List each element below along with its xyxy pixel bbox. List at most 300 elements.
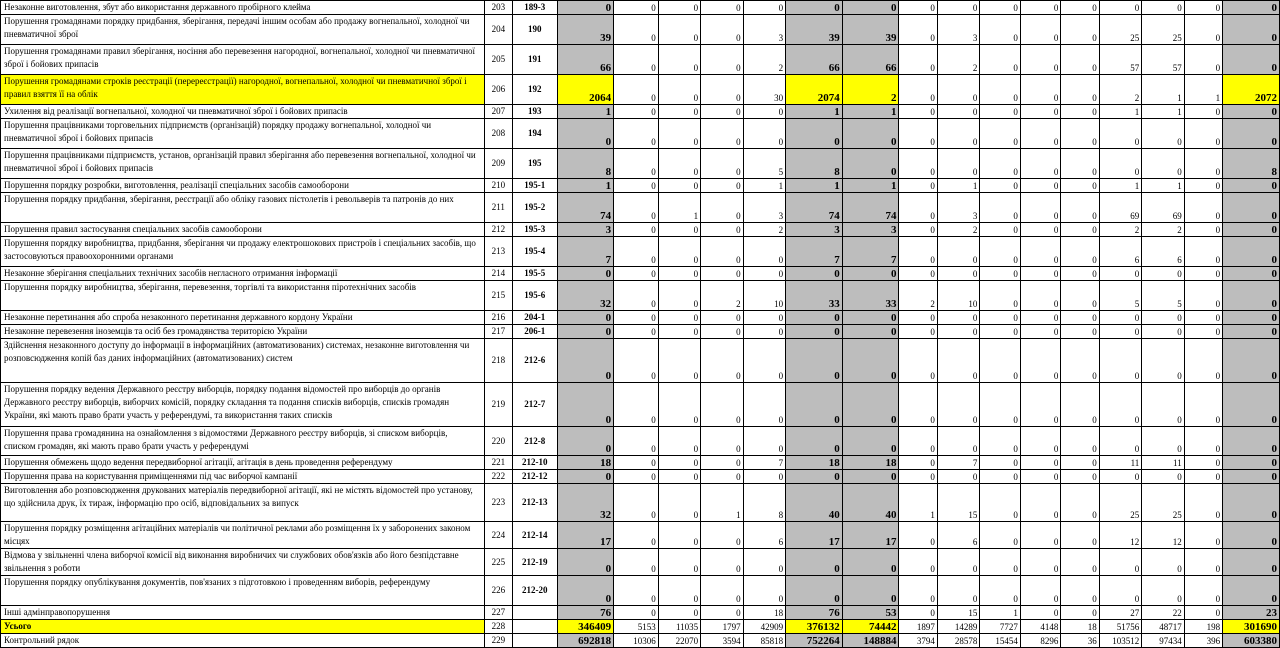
value-cell: 0 [786,549,843,576]
value-cell: 18 [842,456,899,470]
value-cell: 0 [1184,193,1222,223]
value-cell: 0 [701,193,743,223]
value-cell: 0 [1184,383,1222,427]
value-cell: 0 [701,267,743,281]
value-cell: 39 [786,15,843,45]
article-code: 204-1 [513,311,558,325]
value-cell: 0 [658,522,700,549]
value-cell: 0 [1020,325,1060,339]
value-cell: 11035 [658,620,700,634]
value-cell: 0 [1142,383,1184,427]
value-cell: 0 [1020,606,1060,620]
value-cell: 0 [980,311,1020,325]
value-cell: 8 [1223,149,1280,179]
value-cell: 1 [1142,179,1184,193]
value-cell: 0 [1223,339,1280,383]
value-cell: 0 [842,549,899,576]
value-cell: 0 [1061,119,1099,149]
value-cell: 1 [937,179,979,193]
value-cell: 1 [743,179,785,193]
value-cell: 0 [1223,193,1280,223]
value-cell: 0 [658,281,700,311]
value-cell: 0 [980,267,1020,281]
article-code: 195-6 [513,281,558,311]
value-cell: 0 [1061,549,1099,576]
value-cell: 0 [658,606,700,620]
value-cell: 10 [743,281,785,311]
value-cell: 1 [557,179,614,193]
value-cell: 0 [1061,383,1099,427]
value-cell: 0 [701,75,743,105]
value-cell: 0 [1184,470,1222,484]
value-cell: 0 [1099,311,1141,325]
value-cell: 1 [786,179,843,193]
table-row [1,383,1280,427]
value-cell: 0 [1099,267,1141,281]
value-cell: 0 [1223,311,1280,325]
value-cell: 0 [937,75,979,105]
value-cell: 2072 [1223,75,1280,105]
table-row [1,1,1280,15]
value-cell: 57 [1099,45,1141,75]
value-cell: 0 [701,470,743,484]
value-cell: 2 [1099,223,1141,237]
offense-description: Ухилення від реалізації вогнепальної, холодної чи пневматичної зброї і бойових припасів [1,105,485,119]
value-cell: 0 [658,1,700,15]
table-row [1,281,1280,311]
value-cell: 0 [842,339,899,383]
value-cell: 66 [786,45,843,75]
value-cell: 0 [614,281,659,311]
offense-description: Порушення порядку опублікування документів, пов'язаних з підготовкою і проведенням виборів, референдуму [1,576,485,606]
value-cell: 0 [899,1,937,15]
article-code: 195 [513,149,558,179]
value-cell: 0 [1223,325,1280,339]
value-cell: 0 [614,383,659,427]
value-cell: 0 [980,15,1020,45]
value-cell: 7 [786,237,843,267]
value-cell: 7 [743,456,785,470]
value-cell: 0 [899,311,937,325]
value-cell: 5 [1099,281,1141,311]
row-number: 214 [484,267,512,281]
row-number: 204 [484,15,512,45]
value-cell: 0 [937,576,979,606]
value-cell: 0 [614,484,659,522]
value-cell: 12 [1142,522,1184,549]
value-cell: 7 [937,456,979,470]
value-cell: 0 [1184,237,1222,267]
value-cell: 0 [1223,549,1280,576]
value-cell: 0 [1184,45,1222,75]
value-cell: 0 [557,427,614,456]
value-cell: 0 [1061,470,1099,484]
value-cell: 0 [1061,267,1099,281]
value-cell: 69 [1142,193,1184,223]
value-cell: 0 [899,193,937,223]
value-cell: 0 [1184,105,1222,119]
row-number: 225 [484,549,512,576]
value-cell: 0 [1020,576,1060,606]
row-number: 220 [484,427,512,456]
table-row [1,620,1280,634]
value-cell: 1797 [701,620,743,634]
value-cell: 2 [899,281,937,311]
value-cell: 0 [899,427,937,456]
value-cell: 0 [899,75,937,105]
value-cell: 0 [899,522,937,549]
value-cell: 6 [1142,237,1184,267]
value-cell: 8 [557,149,614,179]
offense-description: Порушення працівниками підприємств, установ, організацій правил зберігання або перевезення вогнепальної, холодної чи пневматичної зброї і бойових припасів [1,149,485,179]
value-cell: 2 [701,281,743,311]
value-cell: 0 [1020,15,1060,45]
value-cell: 2064 [557,75,614,105]
value-cell: 0 [614,223,659,237]
value-cell: 0 [899,179,937,193]
value-cell: 0 [899,237,937,267]
value-cell: 0 [1223,456,1280,470]
article-code: 195-3 [513,223,558,237]
value-cell: 76 [557,606,614,620]
value-cell: 0 [1061,576,1099,606]
value-cell: 0 [786,576,843,606]
value-cell: 0 [701,237,743,267]
value-cell: 0 [701,311,743,325]
value-cell: 0 [842,149,899,179]
value-cell: 0 [842,325,899,339]
value-cell: 1 [1142,105,1184,119]
value-cell: 0 [980,576,1020,606]
value-cell: 0 [658,223,700,237]
row-number: 227 [484,606,512,620]
value-cell: 2 [1142,223,1184,237]
value-cell: 0 [743,427,785,456]
value-cell: 0 [937,549,979,576]
value-cell: 36 [1061,634,1099,648]
row-number: 206 [484,75,512,105]
article-code: 195-5 [513,267,558,281]
row-number: 217 [484,325,512,339]
value-cell: 7727 [980,620,1020,634]
value-cell: 0 [1142,470,1184,484]
table-row [1,311,1280,325]
value-cell: 0 [899,119,937,149]
value-cell: 0 [1061,179,1099,193]
value-cell: 0 [1061,149,1099,179]
value-cell: 1 [786,105,843,119]
offense-description: Порушення обмежень щодо ведення передвиборної агітації, агітація в день проведення референдуму [1,456,485,470]
value-cell: 2 [937,223,979,237]
value-cell: 0 [1184,281,1222,311]
value-cell: 0 [1184,484,1222,522]
value-cell: 0 [1223,15,1280,45]
article-code: 190 [513,15,558,45]
value-cell: 0 [980,75,1020,105]
value-cell: 0 [980,281,1020,311]
value-cell: 0 [1099,339,1141,383]
value-cell: 0 [786,427,843,456]
value-cell: 6 [937,522,979,549]
value-cell: 0 [899,325,937,339]
value-cell: 0 [614,149,659,179]
value-cell: 0 [937,339,979,383]
value-cell: 0 [743,470,785,484]
value-cell: 0 [1184,456,1222,470]
offense-description: Порушення порядку ведення Державного реєстру виборців, порядку подання відомостей про виборців до органів Державного реєстру виборців, виборчих комісій, порядку складання та подання списків виборців, списків громадян України, які мають право брати участь у референдумі, та використання таких списків [1,383,485,427]
value-cell: 66 [842,45,899,75]
value-cell: 0 [658,45,700,75]
value-cell: 0 [1099,470,1141,484]
value-cell: 0 [1020,383,1060,427]
value-cell: 148884 [842,634,899,648]
value-cell: 15 [937,484,979,522]
offense-description: Порушення права на користування приміщеннями під час виборчої кампанії [1,470,485,484]
value-cell: 0 [658,549,700,576]
value-cell: 0 [937,311,979,325]
value-cell: 0 [980,223,1020,237]
article-code [513,634,558,648]
table-row [1,223,1280,237]
value-cell: 0 [980,119,1020,149]
value-cell: 3794 [899,634,937,648]
row-number: 215 [484,281,512,311]
value-cell: 53 [842,606,899,620]
value-cell: 18 [557,456,614,470]
value-cell: 17 [557,522,614,549]
value-cell: 0 [842,427,899,456]
value-cell: 0 [614,15,659,45]
table-row [1,15,1280,45]
row-number: 223 [484,484,512,522]
value-cell: 0 [786,311,843,325]
offense-description: Порушення громадянами порядку придбання, зберігання, передачі іншим особам або продажу вогнепальної, холодної чи пневматичної зброї [1,15,485,45]
value-cell: 0 [1061,456,1099,470]
value-cell: 0 [614,576,659,606]
offense-description: Здійснення незаконного доступу до інформації в інформаційних (автоматизованих) системах, незаконне виготовлення чи розповсюдження копій баз даних інформаційних (автоматизованих) систем [1,339,485,383]
offense-description: Порушення порядку придбання, зберігання, реєстрації або обліку газових пістолетів і револьверів та патронів до них [1,193,485,223]
value-cell: 0 [980,237,1020,267]
value-cell: 0 [786,470,843,484]
offense-description: Усього [1,620,485,634]
value-cell: 0 [1142,339,1184,383]
value-cell: 0 [701,576,743,606]
offense-description: Порушення порядку виробництва, придбання, зберігання чи продажу електрошокових пристроїв і спеціальних засобів, що застосовуються правоохоронними органами [1,237,485,267]
value-cell: 301690 [1223,620,1280,634]
value-cell: 0 [937,149,979,179]
value-cell: 0 [937,267,979,281]
row-number: 222 [484,470,512,484]
value-cell: 0 [701,339,743,383]
value-cell: 39 [842,15,899,45]
offense-description: Незаконне виготовлення, збут або використання державного пробірного клейма [1,1,485,15]
value-cell: 0 [658,267,700,281]
value-cell: 603380 [1223,634,1280,648]
value-cell: 0 [1020,339,1060,383]
value-cell: 0 [980,149,1020,179]
value-cell: 0 [658,149,700,179]
value-cell: 0 [743,237,785,267]
value-cell: 25 [1099,15,1141,45]
table-row [1,237,1280,267]
value-cell: 0 [1020,484,1060,522]
value-cell: 3594 [701,634,743,648]
value-cell: 66 [557,45,614,75]
value-cell: 8 [743,484,785,522]
value-cell: 0 [1020,179,1060,193]
offense-description: Порушення порядку розробки, виготовлення, реалізації спеціальних засобів самооборони [1,179,485,193]
value-cell: 0 [980,339,1020,383]
value-cell: 0 [658,237,700,267]
value-cell: 5 [743,149,785,179]
value-cell: 0 [842,576,899,606]
value-cell: 0 [1142,119,1184,149]
value-cell: 0 [557,576,614,606]
table-row [1,456,1280,470]
value-cell: 0 [658,119,700,149]
value-cell: 0 [1184,15,1222,45]
value-cell: 0 [1020,149,1060,179]
value-cell: 2 [743,45,785,75]
value-cell: 0 [899,549,937,576]
value-cell: 0 [899,606,937,620]
value-cell: 0 [1020,193,1060,223]
table-row [1,576,1280,606]
value-cell: 0 [743,383,785,427]
article-code: 212-6 [513,339,558,383]
value-cell: 0 [614,549,659,576]
value-cell: 0 [743,576,785,606]
value-cell: 0 [937,119,979,149]
row-number: 216 [484,311,512,325]
value-cell: 0 [1142,311,1184,325]
value-cell: 0 [557,1,614,15]
value-cell: 74 [786,193,843,223]
row-number: 229 [484,634,512,648]
value-cell: 6 [743,522,785,549]
value-cell: 3 [557,223,614,237]
offense-description: Порушення порядку розміщення агітаційних матеріалів чи політичної реклами або розміщення їх у заборонених законом місцях [1,522,485,549]
value-cell: 0 [899,105,937,119]
value-cell: 0 [614,470,659,484]
value-cell: 3 [937,193,979,223]
value-cell: 0 [701,15,743,45]
value-cell: 0 [1184,149,1222,179]
value-cell: 0 [614,427,659,456]
value-cell: 0 [1184,522,1222,549]
value-cell: 32 [557,484,614,522]
value-cell: 0 [980,549,1020,576]
value-cell: 8 [786,149,843,179]
article-code: 195-2 [513,193,558,223]
value-cell: 0 [701,427,743,456]
value-cell: 0 [1099,325,1141,339]
value-cell: 0 [1184,576,1222,606]
article-code: 193 [513,105,558,119]
value-cell: 0 [980,105,1020,119]
value-cell: 5153 [614,620,659,634]
value-cell: 0 [1223,281,1280,311]
value-cell: 57 [1142,45,1184,75]
row-number: 209 [484,149,512,179]
offense-description: Порушення громадянами правил зберігання, носіння або перевезення нагородної, вогнепальної, холодної чи пневматичної зброї і бойових припасів [1,45,485,75]
value-cell: 2 [842,75,899,105]
value-cell: 0 [1184,606,1222,620]
value-cell: 0 [658,576,700,606]
value-cell: 7 [557,237,614,267]
value-cell: 0 [658,179,700,193]
value-cell: 0 [1223,383,1280,427]
value-cell: 376132 [786,620,843,634]
value-cell: 0 [786,119,843,149]
value-cell: 18 [786,456,843,470]
value-cell: 346409 [557,620,614,634]
value-cell: 0 [842,119,899,149]
value-cell: 0 [980,179,1020,193]
value-cell: 18 [1061,620,1099,634]
value-cell: 0 [658,456,700,470]
value-cell: 1 [842,105,899,119]
row-number: 219 [484,383,512,427]
value-cell: 0 [1099,549,1141,576]
value-cell: 0 [614,105,659,119]
article-code: 195-1 [513,179,558,193]
value-cell: 0 [1223,45,1280,75]
offense-description: Порушення права громадянина на ознайомлення з відомостями Державного реєстру виборців, зі списком виборців, списком громадян, які мають право брати участь у референдумі [1,427,485,456]
value-cell: 0 [1020,267,1060,281]
article-code: 212-14 [513,522,558,549]
value-cell: 0 [1061,339,1099,383]
article-code: 192 [513,75,558,105]
value-cell: 0 [1223,470,1280,484]
article-code: 212-12 [513,470,558,484]
table-row [1,634,1280,648]
value-cell: 0 [701,179,743,193]
value-cell: 17 [842,522,899,549]
value-cell: 0 [658,427,700,456]
row-number: 207 [484,105,512,119]
offense-description: Відмова у звільненні члена виборчої комісії від виконання виробничих чи службових обов'язків або його безпідставне звільнення з роботи [1,549,485,576]
value-cell: 0 [1061,311,1099,325]
row-number: 213 [484,237,512,267]
value-cell: 0 [1020,427,1060,456]
offense-description: Незаконне перетинання або спроба незаконного перетинання державного кордону України [1,311,485,325]
value-cell: 1 [842,179,899,193]
value-cell: 0 [658,105,700,119]
value-cell: 0 [1142,576,1184,606]
value-cell: 0 [1061,223,1099,237]
value-cell: 0 [658,325,700,339]
value-cell: 5 [1142,281,1184,311]
value-cell: 0 [658,15,700,45]
value-cell: 15 [937,606,979,620]
value-cell: 0 [658,75,700,105]
value-cell: 0 [743,339,785,383]
value-cell: 1 [1099,179,1141,193]
value-cell: 0 [701,606,743,620]
value-cell: 0 [1223,1,1280,15]
value-cell: 0 [842,267,899,281]
row-number: 203 [484,1,512,15]
value-cell: 0 [1099,1,1141,15]
value-cell: 2 [743,223,785,237]
value-cell: 2 [1099,75,1141,105]
value-cell: 0 [980,456,1020,470]
value-cell: 0 [1099,149,1141,179]
value-cell: 0 [614,193,659,223]
value-cell: 692818 [557,634,614,648]
value-cell: 0 [701,105,743,119]
